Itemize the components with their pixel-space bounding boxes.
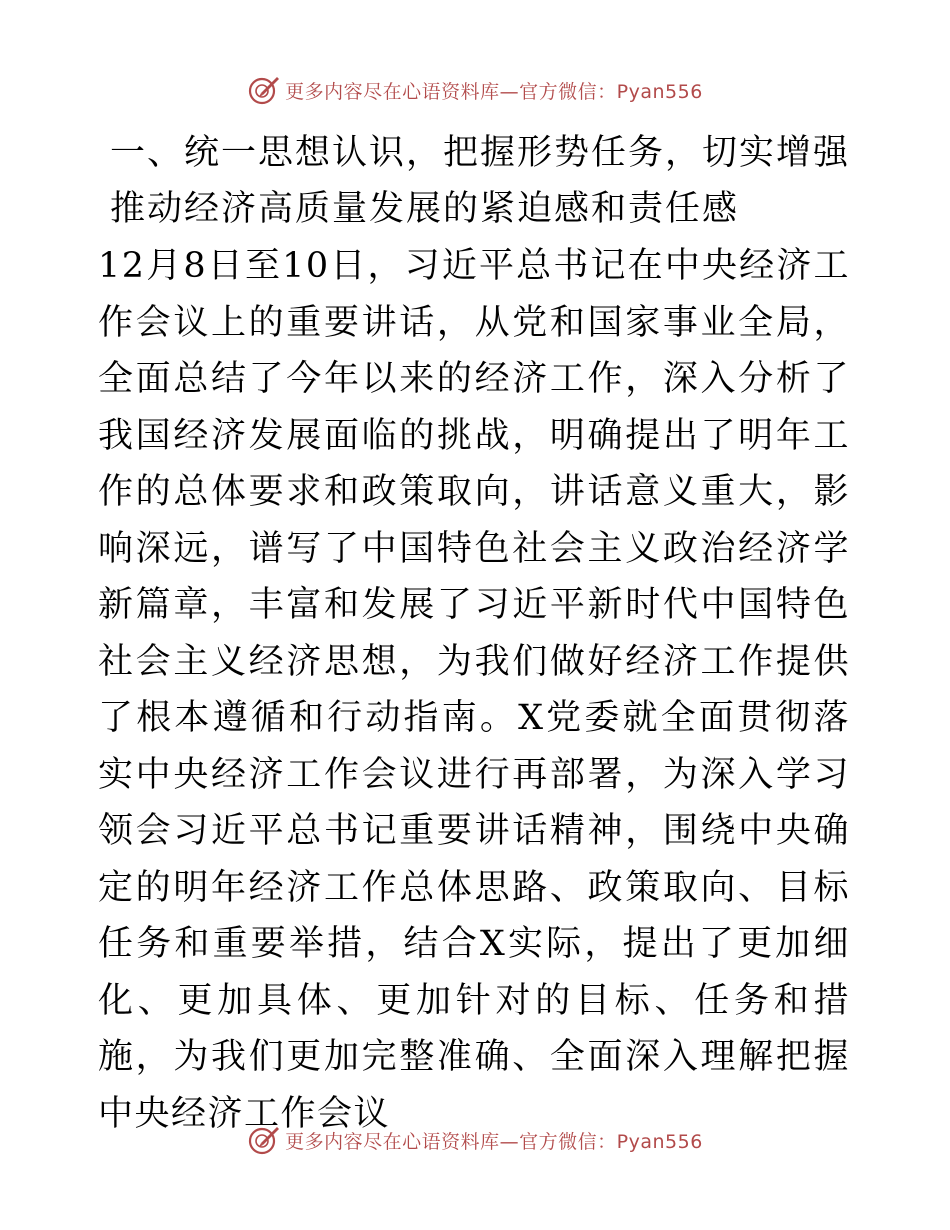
body-paragraph: 12月8日至10日，习近平总书记在中央经济工作会议上的重要讲话，从党和国家事业全局，全面总结了今年以来的经济工作，深入分析了我国经济发展面临的挑战，明确提出了明年工作的总体要求和政策取向，讲话意义重大，影响深远，谱写了中国特色社会主义政治经济学新篇章，丰富和发展了习近平新时代中国特色社会主义经济思想，为我们做好经济工作提供了根本遵循和行动指南。X党委就全面贯彻落实中央经济工作会议进行再部署，为深入学习领会习近平总书记重要讲话精神，围绕中央确定的明年经济工作总体思路、政策取向、目标任务和重要举措，结合X实际，提出了更加细化、更加具体、更加针对的目标、任务和措施，为我们更加完整准确、全面深入理解把握中央经济工作会议 <box>98 246 850 1134</box>
pen-logo-icon <box>247 73 281 107</box>
header-watermark-banner <box>0 70 950 110</box>
pen-logo-icon <box>247 1123 281 1157</box>
footer-watermark-text: 更多内容尽在心语资料库—官方微信：Pyan556 <box>285 1130 703 1153</box>
footer-watermark-banner <box>0 1120 950 1160</box>
section-heading: 一、统一思想认识，把握形势任务，切实增强推动经济高质量发展的紧迫感和责任感 <box>110 133 851 229</box>
header-watermark-text: 更多内容尽在心语资料库—官方微信：Pyan556 <box>285 80 703 103</box>
